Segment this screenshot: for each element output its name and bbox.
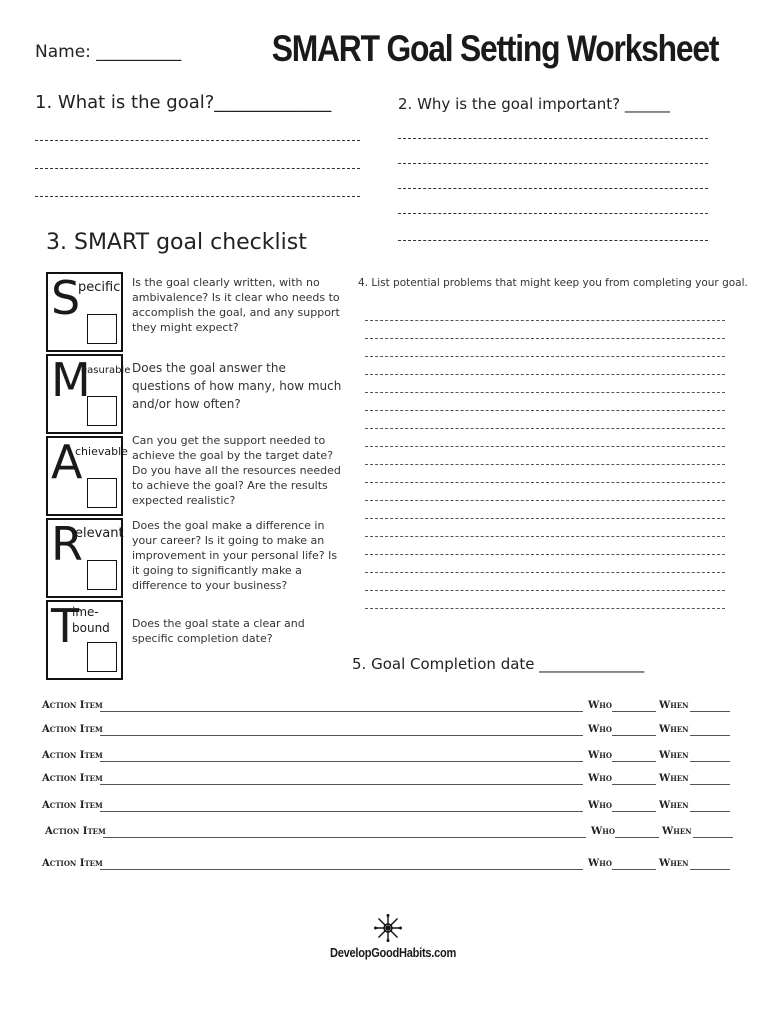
smart-letter: T (51, 599, 80, 653)
answer-line (398, 188, 708, 189)
action-item-label: Action Item (42, 700, 103, 711)
starburst-logo-icon (374, 914, 402, 942)
smart-box-relevant (46, 518, 123, 598)
when-line[interactable] (690, 711, 730, 712)
smart-description-measurable: Does the goal answer the questions of how many, how much and/or how often? (132, 361, 342, 411)
answer-line (398, 240, 708, 241)
when-line[interactable] (690, 811, 730, 812)
action-item-line[interactable] (100, 735, 583, 736)
who-label: Who (591, 826, 615, 837)
answer-line (365, 464, 725, 465)
smart-letter-rest: elevant (75, 526, 124, 541)
smart-box-time-bound (46, 600, 123, 680)
action-item-label: Action Item (42, 800, 103, 811)
when-label: When (659, 858, 689, 869)
smart-description-relevant: Does the goal make a difference in your career? Is it going to make an improvement in your personal life? Is it going to significantly make a difference to your business? (132, 519, 338, 592)
answer-line (365, 518, 725, 519)
action-item-line[interactable] (100, 784, 583, 785)
who-label: Who (588, 724, 612, 735)
question-5-label: 5. Goal Completion date ______________ (352, 655, 645, 673)
who-line[interactable] (612, 784, 656, 785)
smart-description-time-bound: Does the goal state a clear and specific completion date? (132, 617, 305, 645)
name-field-label: Name: __________ (35, 42, 182, 62)
smart-letter: A (51, 435, 83, 489)
answer-line (365, 554, 725, 555)
question-2-label: 2. Why is the goal important? ______ (398, 95, 670, 113)
when-line[interactable] (690, 761, 730, 762)
who-label: Who (588, 858, 612, 869)
answer-line (398, 138, 708, 139)
action-item-row (42, 700, 732, 716)
smart-letter: M (51, 353, 91, 407)
who-line[interactable] (612, 711, 656, 712)
answer-line (365, 590, 725, 591)
action-item-line[interactable] (100, 811, 583, 812)
answer-line (35, 140, 360, 141)
site-logo-text: DevelopGoodHabits.com (330, 945, 457, 960)
smart-letter-rest: easurable (81, 365, 131, 376)
question-3-label: 3. SMART goal checklist (46, 230, 307, 255)
checkbox-specific[interactable] (87, 314, 117, 344)
action-item-label: Action Item (42, 724, 103, 735)
action-item-label: Action Item (42, 858, 103, 869)
smart-letter-rest: ime- bound (72, 605, 110, 635)
smart-box-specific (46, 272, 123, 352)
action-item-row (42, 750, 732, 766)
answer-line (365, 608, 725, 609)
when-label: When (659, 724, 689, 735)
checkbox-time-bound[interactable] (87, 642, 117, 672)
answer-line (398, 163, 708, 164)
who-line[interactable] (615, 837, 659, 838)
when-label: When (659, 800, 689, 811)
action-item-line[interactable] (100, 869, 583, 870)
action-item-row (42, 773, 732, 789)
who-line[interactable] (612, 761, 656, 762)
when-label: When (659, 773, 689, 784)
who-label: Who (588, 700, 612, 711)
who-label: Who (588, 773, 612, 784)
answer-line (365, 374, 725, 375)
answer-line (365, 446, 725, 447)
smart-letter-rest: pecific (78, 280, 121, 295)
answer-line (365, 410, 725, 411)
answer-line (35, 196, 360, 197)
checkbox-relevant[interactable] (87, 560, 117, 590)
action-item-label: Action Item (42, 773, 103, 784)
checkbox-achievable[interactable] (87, 478, 117, 508)
when-line[interactable] (693, 837, 733, 838)
answer-line (365, 338, 725, 339)
answer-line (365, 428, 725, 429)
when-line[interactable] (690, 869, 730, 870)
when-line[interactable] (690, 784, 730, 785)
when-label: When (659, 750, 689, 761)
answer-line (365, 536, 725, 537)
who-line[interactable] (612, 869, 656, 870)
who-label: Who (588, 750, 612, 761)
smart-description-achievable: Can you get the support needed to achieve the goal by the target date? Do you have all the resources needed to achieve the goal? Are the results expected realistic? (132, 434, 341, 507)
action-item-row (42, 800, 732, 816)
answer-line (365, 482, 725, 483)
answer-line (398, 213, 708, 214)
action-item-label: Action Item (45, 826, 106, 837)
action-item-row (42, 724, 732, 740)
when-label: When (659, 700, 689, 711)
action-item-line[interactable] (103, 837, 586, 838)
smart-letter: S (51, 271, 81, 325)
smart-description-specific: Is the goal clearly written, with no ambivalence? Is it clear who needs to accomplish the goal, and any support they might expect? (132, 276, 340, 334)
action-item-line[interactable] (100, 711, 583, 712)
who-line[interactable] (612, 735, 656, 736)
smart-letter-rest: chievable (75, 445, 128, 458)
smart-letter: R (51, 517, 83, 571)
action-item-row (42, 858, 732, 874)
answer-line (365, 392, 725, 393)
answer-line (35, 168, 360, 169)
when-label: When (662, 826, 692, 837)
answer-line (365, 356, 725, 357)
page-title: SMART Goal Setting Worksheet (271, 28, 718, 69)
who-label: Who (588, 800, 612, 811)
question-1-label: 1. What is the goal?_____________ (35, 92, 332, 113)
action-item-line[interactable] (100, 761, 583, 762)
answer-line (365, 500, 725, 501)
checkbox-measurable[interactable] (87, 396, 117, 426)
answer-line (365, 572, 725, 573)
smart-box-achievable (46, 435, 128, 516)
action-item-row (45, 826, 735, 842)
question-4-label: 4. List potential problems that might keep you from completing your goal. (358, 277, 748, 289)
answer-line (365, 320, 725, 321)
smart-box-measurable (46, 353, 131, 434)
action-item-label: Action Item (42, 750, 103, 761)
who-line[interactable] (612, 811, 656, 812)
when-line[interactable] (690, 735, 730, 736)
